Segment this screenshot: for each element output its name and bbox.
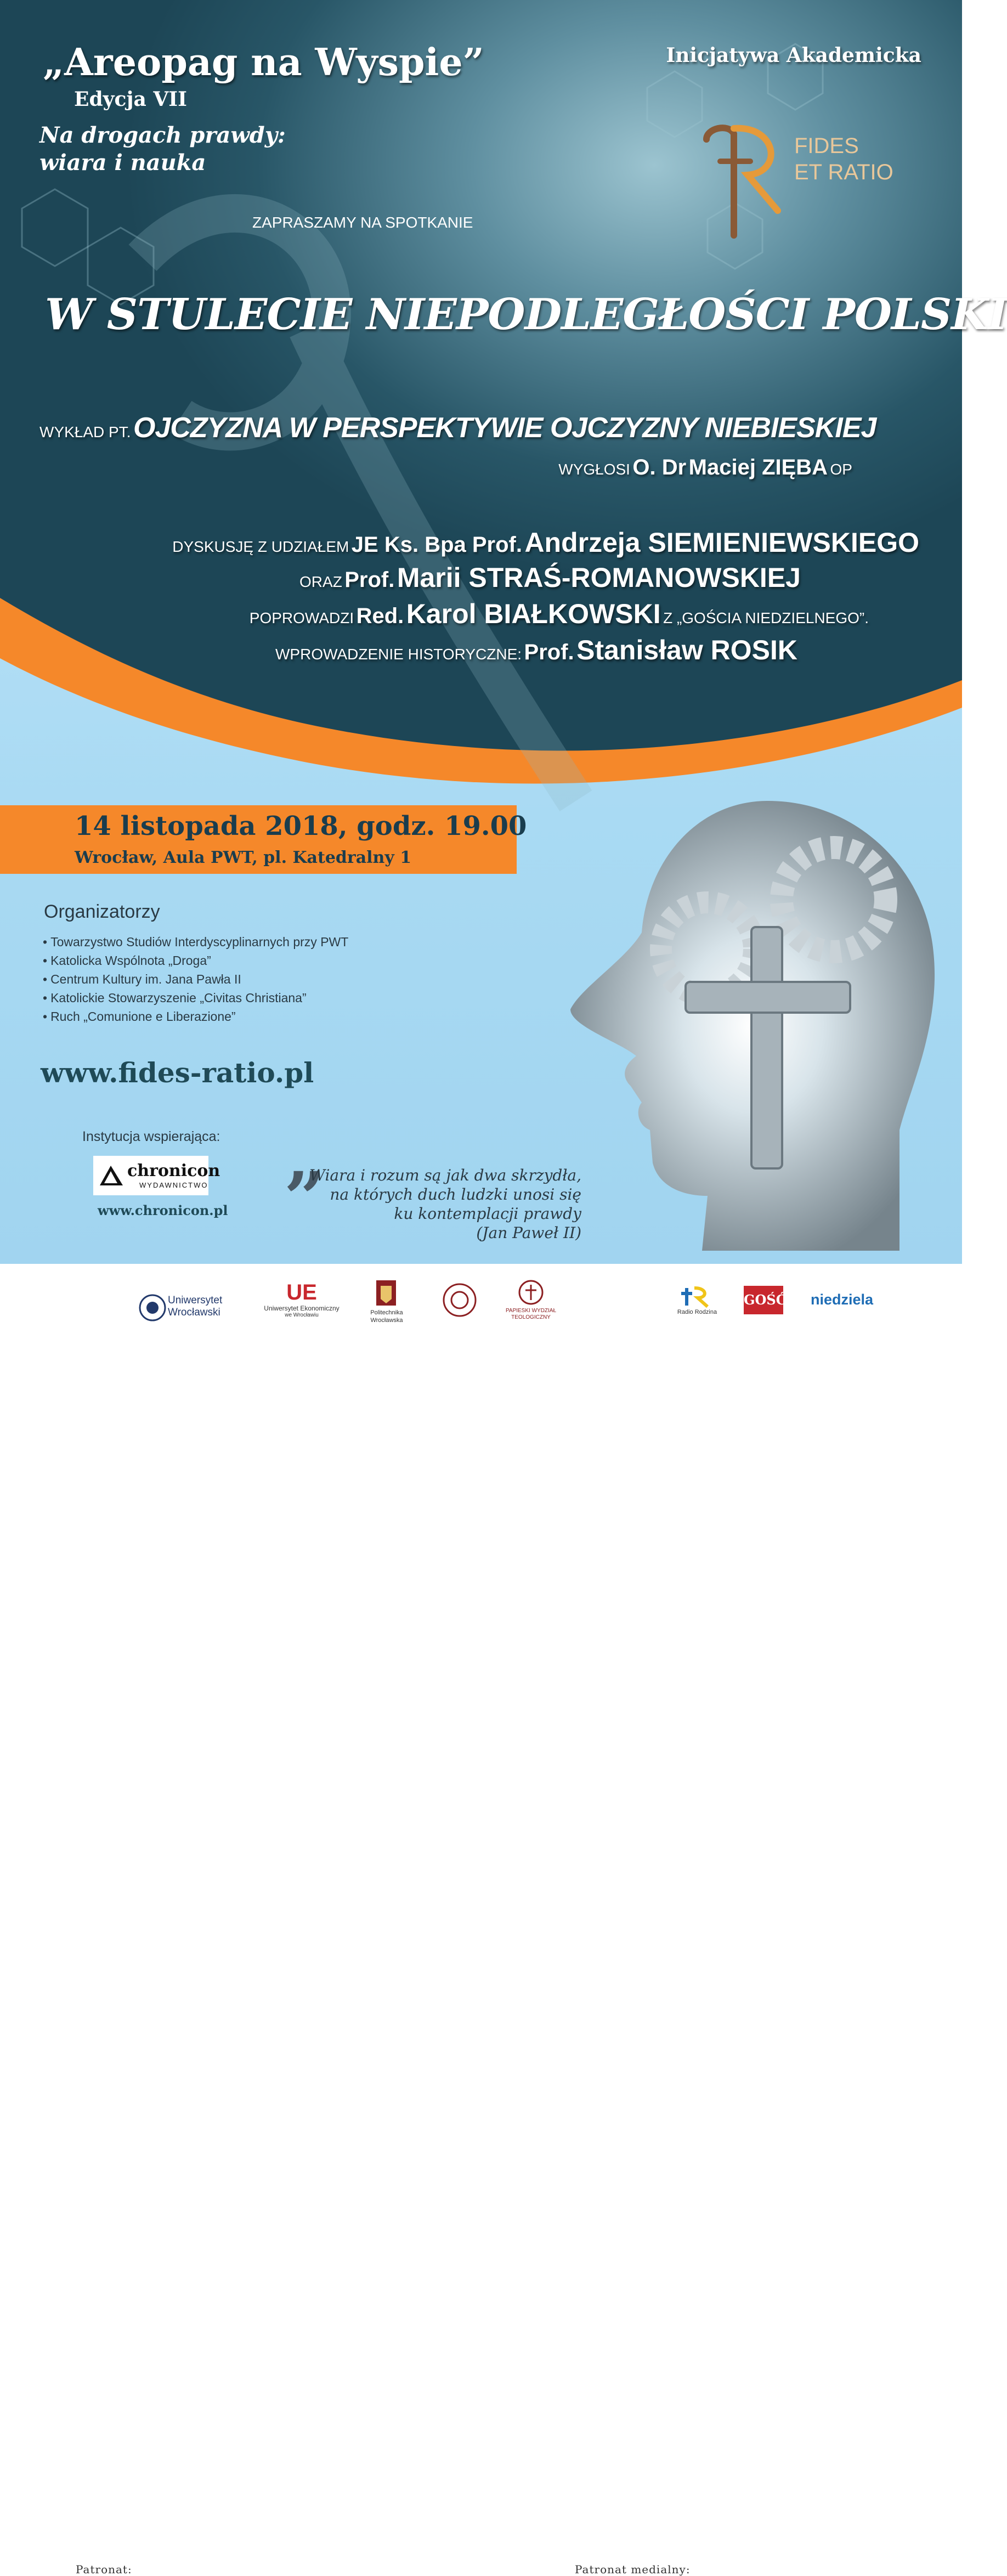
moderator-line <box>250 598 869 630</box>
pwr-line-1: Politechnika <box>370 1309 403 1316</box>
ue-mark: UE <box>286 1280 317 1304</box>
head-illustration <box>548 779 962 1262</box>
speaker-name: Maciej ZIĘBA <box>688 455 828 479</box>
patronat-label: Patronat: <box>76 2563 132 2576</box>
website-link[interactable]: www.fides-ratio.pl <box>41 1057 314 1089</box>
ue-logo <box>258 1280 346 1318</box>
panel1-title: JE Ks. Bpa Prof. <box>351 533 522 557</box>
moderator-title: Red. <box>356 604 404 628</box>
quote-line-2: na których duch ludzki unosi się <box>330 1185 581 1204</box>
ue-line-1: Uniwersytet Ekonomiczny <box>264 1304 340 1312</box>
quote-line-1: Wiara i rozum są jak dwa skrzydła, <box>309 1166 581 1184</box>
pwr-logo-text <box>366 1309 407 1324</box>
event-headline: W STULECIE NIEPODLEGŁOŚCI POLSKI <box>45 290 1007 340</box>
logo-line-1: FIDES <box>794 134 859 158</box>
pwr-crest-icon <box>375 1279 397 1307</box>
moderator-suffix: Z „GOŚCIA NIEDZIELNEGO”. <box>663 609 869 626</box>
initiative-label: Inicjatywa Akademicka <box>666 44 921 67</box>
event-location: Wrocław, Aula PWT, pl. Katedralny 1 <box>75 848 412 867</box>
pwt-line-2: TEOLOGICZNY <box>511 1314 551 1320</box>
speaker-suffix: OP <box>830 461 852 478</box>
radio-rodzina-icon <box>680 1286 711 1308</box>
book-icon <box>99 1163 124 1188</box>
uwr-line-2: Wrocławski <box>168 1307 220 1318</box>
quote-line-3: ku kontemplacji prawdy <box>394 1205 581 1223</box>
speaker-prefix: WYGŁOSI <box>558 461 630 478</box>
fides-ratio-logo-icon <box>695 117 789 238</box>
list-item: • Centrum Kultury im. Jana Pawła II <box>43 970 348 988</box>
panel2-name: Marii STRAŚ-ROMANOWSKIEJ <box>397 562 801 593</box>
header-background <box>0 0 962 801</box>
radio-rodzina-text: Radio Rodzina <box>677 1309 717 1315</box>
chronicon-name: chronicon <box>127 1161 220 1180</box>
lecture-title: OJCZYZNA W PERSPEKTYWIE OJCZYZNY NIEBIESKIEJ <box>133 412 876 444</box>
panel-line-2 <box>299 562 801 594</box>
speaker-line <box>558 455 852 480</box>
panel-line-1 <box>172 527 919 558</box>
intro-name: Stanisław ROSIK <box>576 635 797 665</box>
panel1-name: Andrzeja SIEMIENIEWSKIEGO <box>524 527 919 558</box>
panel-prefix: DYSKUSJĘ Z UDZIAŁEM <box>172 538 349 555</box>
pwt-logo-text <box>504 1308 558 1321</box>
chronicon-url[interactable]: www.chronicon.pl <box>98 1202 228 1218</box>
gosc-logo: GOŚĆ <box>744 1286 783 1314</box>
pwr-line-2: Wrocławska <box>370 1317 403 1324</box>
speaker-title: O. Dr <box>632 455 687 479</box>
logo-line-2: ET RATIO <box>794 160 893 184</box>
invitation-text: ZAPRASZAMY NA SPOTKANIE <box>252 214 473 231</box>
pwt-crest-icon <box>518 1279 544 1306</box>
footer-patrons <box>0 1264 962 2576</box>
chronicon-logo <box>93 1156 220 1195</box>
subtitle-line-2: wiara i nauka <box>39 150 206 176</box>
media-patronat-label: Patronat medialny: <box>575 2563 691 2576</box>
list-item: • Towarzystwo Studiów Interdyscyplinarnych przy PWT <box>43 933 348 951</box>
fides-ratio-logo-text <box>794 133 893 185</box>
intro-title: Prof. <box>524 640 574 664</box>
list-item: • Katolicka Wspólnota „Droga” <box>43 951 348 970</box>
list-item: • Katolickie Stowarzyszenie „Civitas Christiana” <box>43 988 348 1007</box>
series-title: „Areopag na Wyspie” <box>43 41 484 84</box>
pwt-line-1: PAPIESKI WYDZIAŁ <box>505 1308 557 1314</box>
event-date: 14 listopada 2018, godz. 19.00 <box>75 811 527 841</box>
quote-text <box>296 1166 581 1242</box>
organizers-title: Organizatorzy <box>44 901 160 922</box>
subtitle-line-1: Na drogach prawdy: <box>39 122 286 148</box>
seal-icon <box>442 1283 477 1318</box>
moderator-prefix: POPROWADZI <box>249 609 354 626</box>
lecture-prefix: WYKŁAD PT. <box>39 423 131 440</box>
quote-author: (Jan Paweł II) <box>476 1224 581 1242</box>
intro-line <box>275 634 797 666</box>
niedziela-logo: niedziela <box>811 1291 874 1308</box>
edition-label: Edycja VII <box>74 88 187 111</box>
lecture-line <box>39 411 876 444</box>
panel2-title: Prof. <box>344 568 395 592</box>
ue-line-2: we Wrocławiu <box>285 1312 319 1318</box>
support-label: Instytucja wspierająca: <box>82 1129 220 1144</box>
list-item: • Ruch „Comunione e Liberazione” <box>43 1007 348 1026</box>
uwr-logo-text <box>168 1295 222 1319</box>
uwr-seal-icon <box>138 1293 167 1322</box>
chronicon-sub: WYDAWNICTWO <box>139 1181 208 1189</box>
quote-mark: „ <box>285 1115 326 1199</box>
panel2-prefix: ORAZ <box>299 573 342 590</box>
intro-prefix: WPROWADZENIE HISTORYCZNE: <box>275 646 522 663</box>
series-subtitle <box>39 122 292 177</box>
organizers-list <box>43 933 348 1026</box>
uwr-line-1: Uniwersytet <box>168 1295 223 1306</box>
moderator-name: Karol BIAŁKOWSKI <box>406 598 661 629</box>
